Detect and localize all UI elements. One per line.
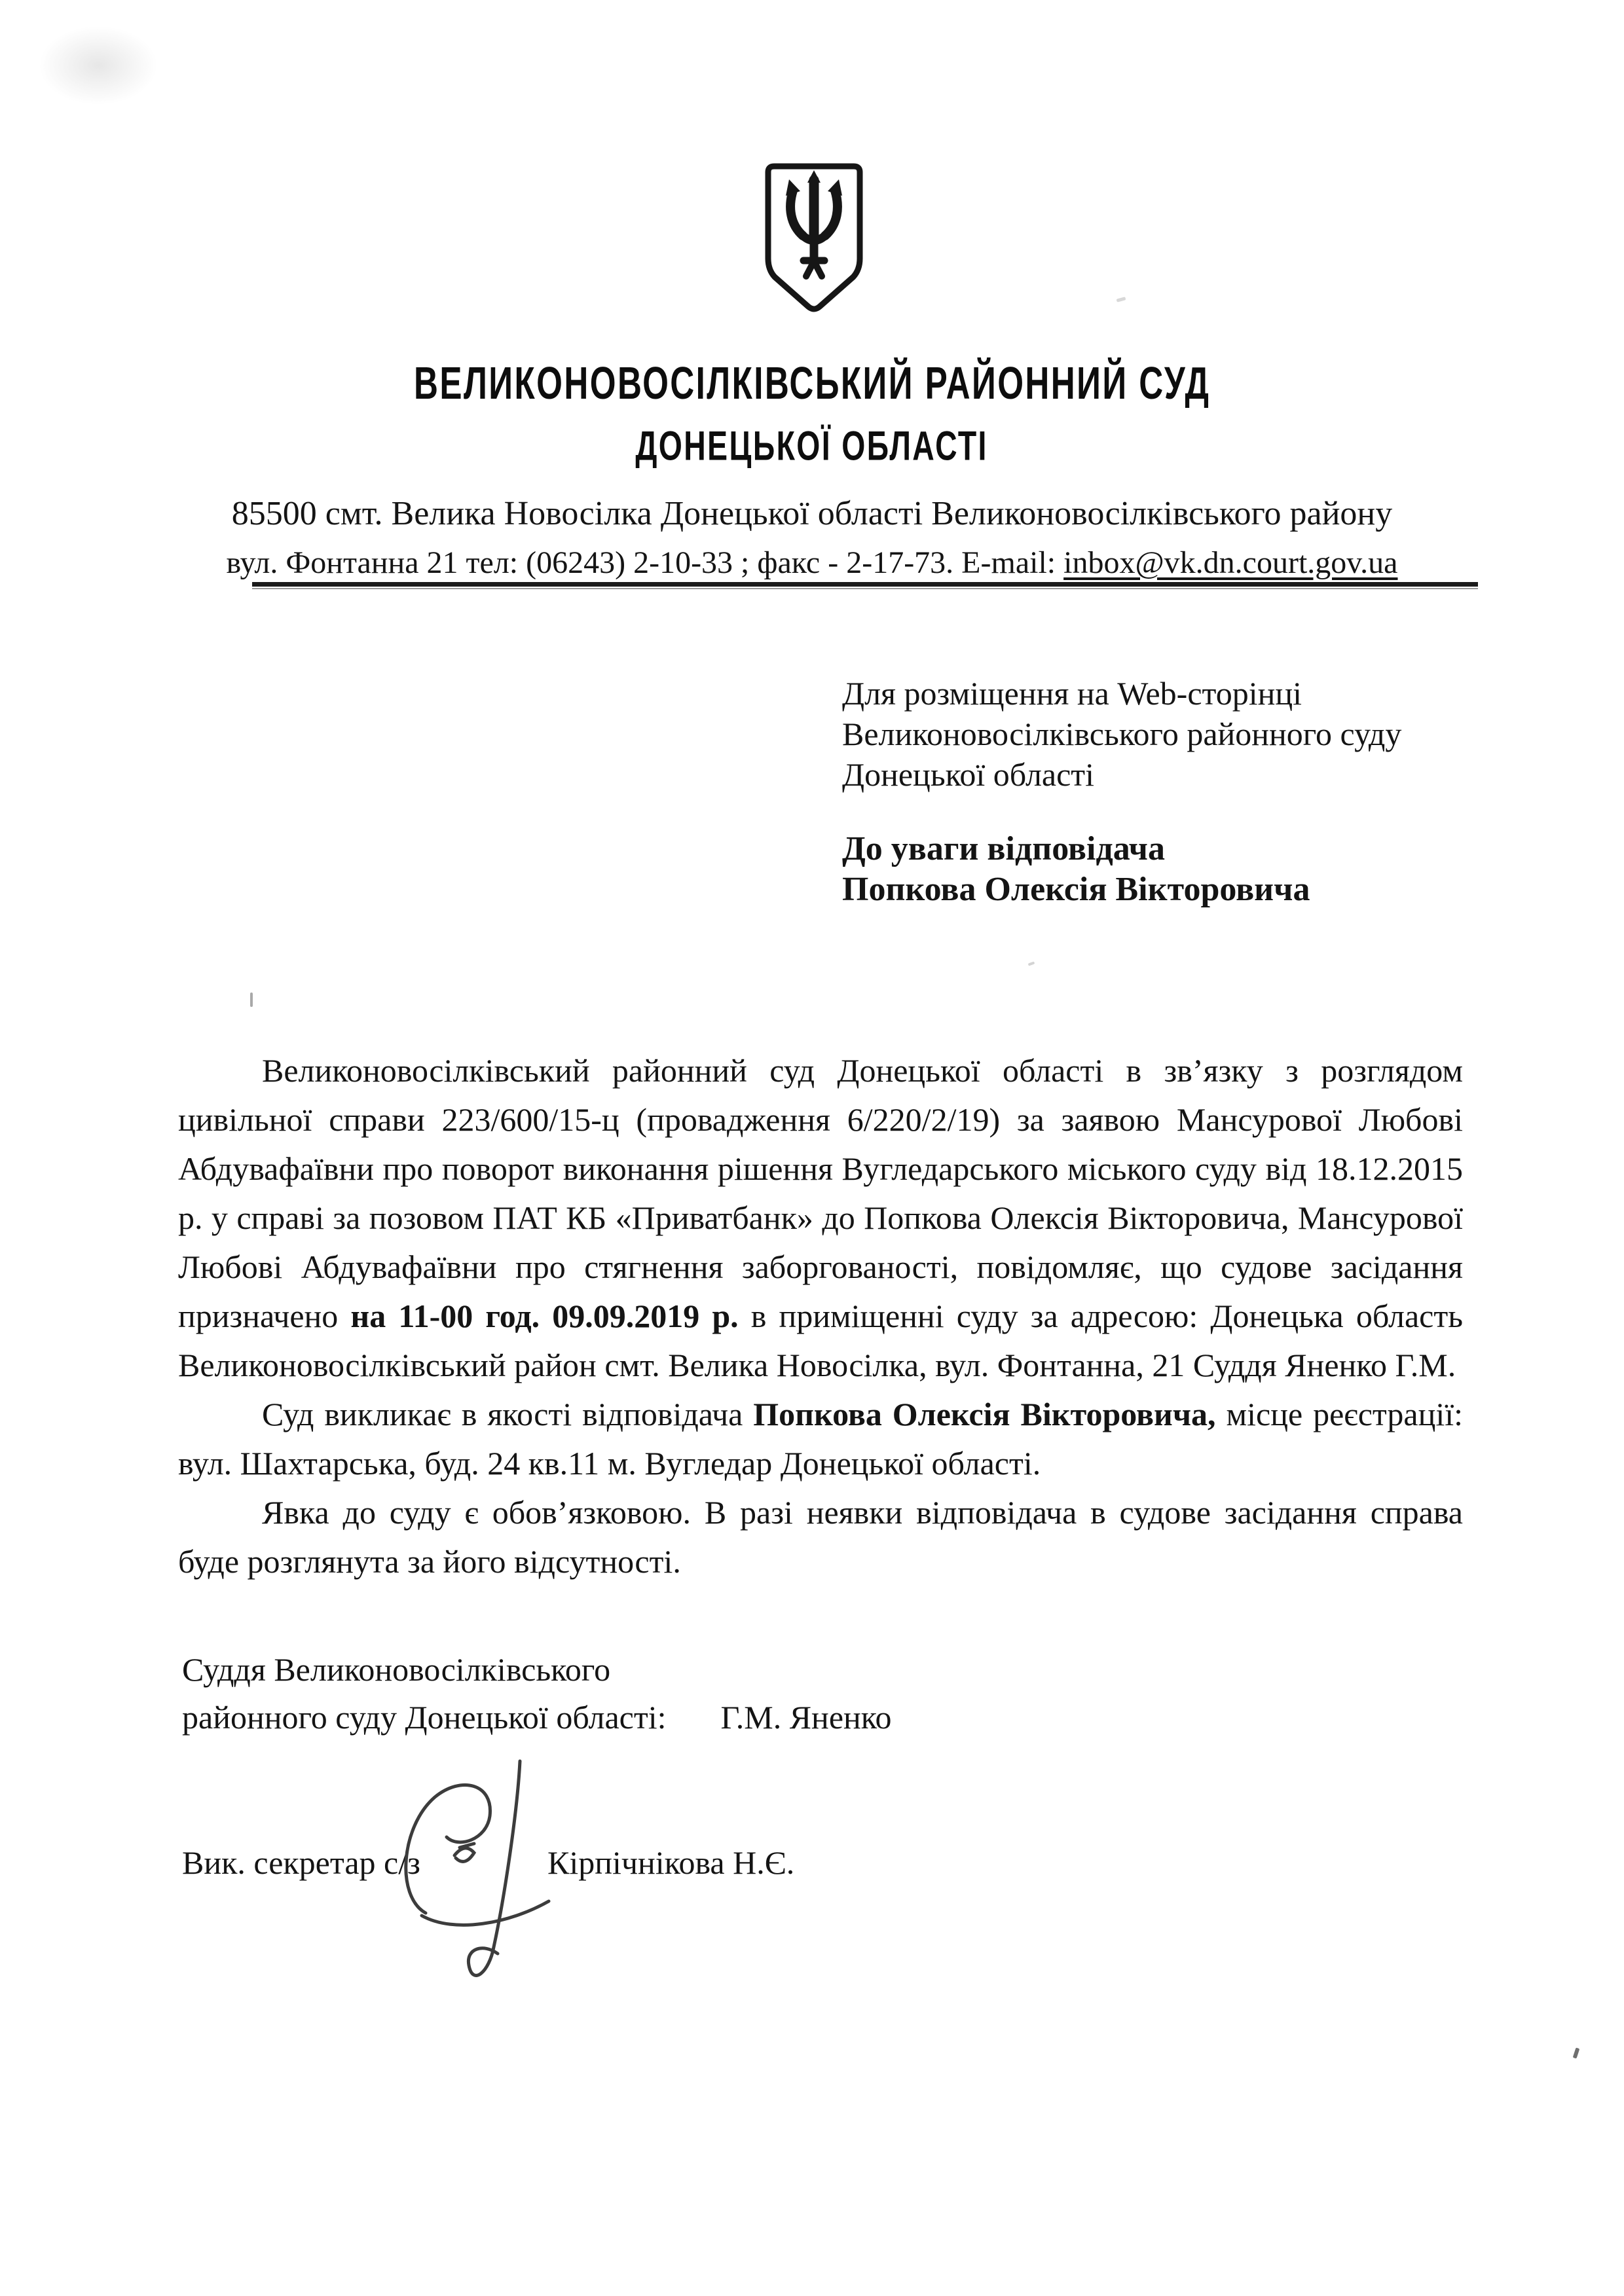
obligation-text: Явка до суду є обов’язковою. В разі неявки відповідача в судове засідання справа буде розглянута за його відсутності. <box>178 1494 1463 1580</box>
scan-speck <box>1573 2047 1580 2058</box>
header-divider-rule <box>252 582 1478 587</box>
summons-text: Великоновосілківський районний суд Донецької області в зв’язку з розглядом цивільної справи 223/600/15-ц (провадження 6/220/2/19) за заявою Мансурової Любові Абдувафаївни про поворот виконання рішення Вугледарського міського суду від 18.12.2015 р. у справі за позовом ПАТ КБ «Приватбанк» до Попкова Олексія Вікторовича, Мансурової Любові Абдувафаївни про стягнення заборгованості, повідомляє, що судове засідання призначено <box>178 1052 1463 1334</box>
secretary-label: Вик. секретар с/з <box>182 1844 420 1881</box>
judge-title-line2: районного суду Донецької області: <box>182 1699 667 1736</box>
judge-name: Г.М. Яненко <box>720 1699 892 1736</box>
judge-title-line1: Суддя Великоновосілківського <box>182 1651 611 1688</box>
scan-speck <box>250 993 253 1007</box>
court-title-line1: ВЕЛИКОНОВОСІЛКІВСЬКИЙ РАЙОННИЙ СУД <box>413 357 1211 409</box>
header-divider-rule-shadow <box>252 588 1478 589</box>
handwritten-signature-icon <box>392 1749 568 2011</box>
contacts-text: вул. Фонтанна 21 тел: (06243) 2-10-33 ; факс - 2-17-73. E-mail: <box>226 545 1064 580</box>
scan-speck <box>1028 961 1035 966</box>
scan-smudge <box>39 26 157 105</box>
posting-line: Донецької області <box>842 756 1095 793</box>
posting-line: Для розміщення на Web-сторінці <box>842 675 1302 712</box>
paragraph-summons <box>178 1046 1463 1390</box>
coat-of-arms-icon <box>765 162 863 312</box>
defendant-address-text: місце реєстрації: вул. Шахтарська, буд. 24 кв.11 м. Вугледар Донецької області. <box>178 1396 1464 1482</box>
paragraph-defendant <box>178 1390 1463 1488</box>
paragraph-obligation <box>178 1488 1463 1586</box>
hearing-datetime: на 11-00 год. 09.09.2019 р. <box>350 1298 739 1334</box>
recipient-block <box>842 673 1497 910</box>
attention-heading: До уваги відповідача <box>842 830 1166 867</box>
defendant-name-bold: Попкова Олексія Вікторовича, <box>753 1396 1216 1432</box>
court-contacts-line <box>0 545 1624 581</box>
court-title-line2: ДОНЕЦЬКОЇ ОБЛАСТІ <box>635 423 989 469</box>
court-email: inbox@vk.dn.court.gov.ua <box>1063 545 1398 580</box>
letter-body <box>178 1046 1463 1586</box>
scan-speck <box>1116 297 1126 302</box>
secretary-name: Кірпічнікова Н.Є. <box>547 1844 795 1881</box>
court-address-line: 85500 смт. Велика Новосілка Донецької області Великоновосілківського району <box>231 495 1393 532</box>
judge-signature-block <box>182 1646 1099 1741</box>
defendant-name: Попкова Олексія Вікторовича <box>842 871 1310 908</box>
posting-line: Великоновосілківського районного суду <box>842 716 1402 752</box>
defendant-call-text: Суд викликає в якості відповідача <box>262 1396 754 1432</box>
summons-text-cont: в приміщенні суду за адресою: Донецька область Великоновосілківський район смт. Велика Новосілка, вул. Фонтанна, 21 Суддя Яненко Г.М. <box>178 1298 1464 1383</box>
